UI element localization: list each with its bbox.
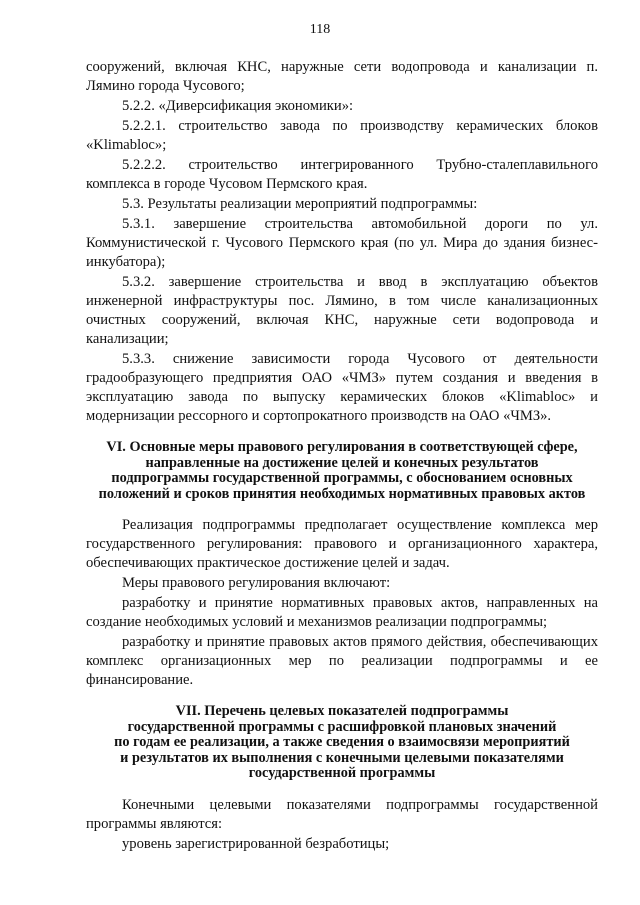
- paragraph: 5.3.2. завершение строительства и ввод в эксплуатацию объектов инженерной инфраструктуры пос. Лямино, в том числе канализационных очистных сооружений, включая КНС, наружные сети водопровода и канализации;: [86, 274, 598, 347]
- paragraph: Конечными целевыми показателями подпрограммы государственной программы являются:: [86, 796, 598, 832]
- paragraph: Реализация подпрограммы предполагает осуществление комплекса мер государственного регулирования: правового и организационного характера, обеспечивающих практическое достижение целей и задач.: [86, 517, 598, 571]
- document-body: [86, 58, 598, 855]
- paragraph: Меры правового регулирования включают:: [122, 575, 391, 591]
- paragraph: 5.3.1. завершение строительства автомобильной дороги по ул. Коммунистической г. Чусового Пермского края (по ул. Мира до здания бизнес-инкубатора);: [86, 216, 598, 270]
- paragraph: сооружений, включая КНС, наружные сети водопровода и канализации п. Лямино города Чусового;: [86, 59, 598, 94]
- page-number: 118: [309, 22, 331, 37]
- paragraph: 5.3.3. снижение зависимости города Чусового от деятельности градообразующего предприятия ОАО «ЧМЗ» путем создания и введения в эксплуатацию завода по выпуску керамических блоков «Klimabloc» и модернизации рессорного и сортопрокатного производств на ОАО «ЧМЗ».: [86, 351, 598, 424]
- paragraph: 5.2.2.2. строительство интегрированного Трубно-сталеплавильного комплекса в городе Чусовом Пермского края.: [86, 157, 598, 192]
- paragraph: разработку и принятие нормативных правовых актов, направленных на создание необходимых условий и механизмов реализации подпрограммы;: [86, 595, 598, 630]
- heading-line: подпрограммы государственной программы, с обоснованием основных: [111, 470, 573, 486]
- heading-line: VII. Перечень целевых показателей подпрограммы: [175, 703, 509, 719]
- heading-line: государственной программы: [248, 765, 436, 781]
- heading-line: положений и сроков принятия необходимых нормативных правовых актов: [98, 485, 586, 502]
- paragraph: 5.2.2. «Диверсификация экономики»:: [122, 98, 354, 114]
- heading-line: направленные на достижение целей и конечных результатов: [145, 454, 539, 471]
- heading-line: и результатов их выполнения с конечными целевыми показателями: [120, 749, 564, 766]
- heading-line: VI. Основные меры правового регулирования в соответствующей сфере,: [106, 439, 578, 455]
- paragraph: 5.3. Результаты реализации мероприятий подпрограммы:: [122, 196, 478, 212]
- section-heading-7: [86, 704, 598, 782]
- heading-line: государственной программы с расшифровкой плановых значений: [127, 718, 557, 735]
- heading-line: по годам ее реализации, а также сведения о взаимосвязи мероприятий: [114, 734, 570, 750]
- paragraph: разработку и принятие правовых актов прямого действия, обеспечивающих комплекс организационных мер по реализации подпрограммы и ее финансирование.: [86, 634, 598, 688]
- paragraph: 5.2.2.1. строительство завода по производству керамических блоков «Klimabloc»;: [86, 118, 598, 153]
- paragraph: уровень зарегистрированной безработицы;: [122, 835, 390, 852]
- section-heading-6: [86, 440, 598, 502]
